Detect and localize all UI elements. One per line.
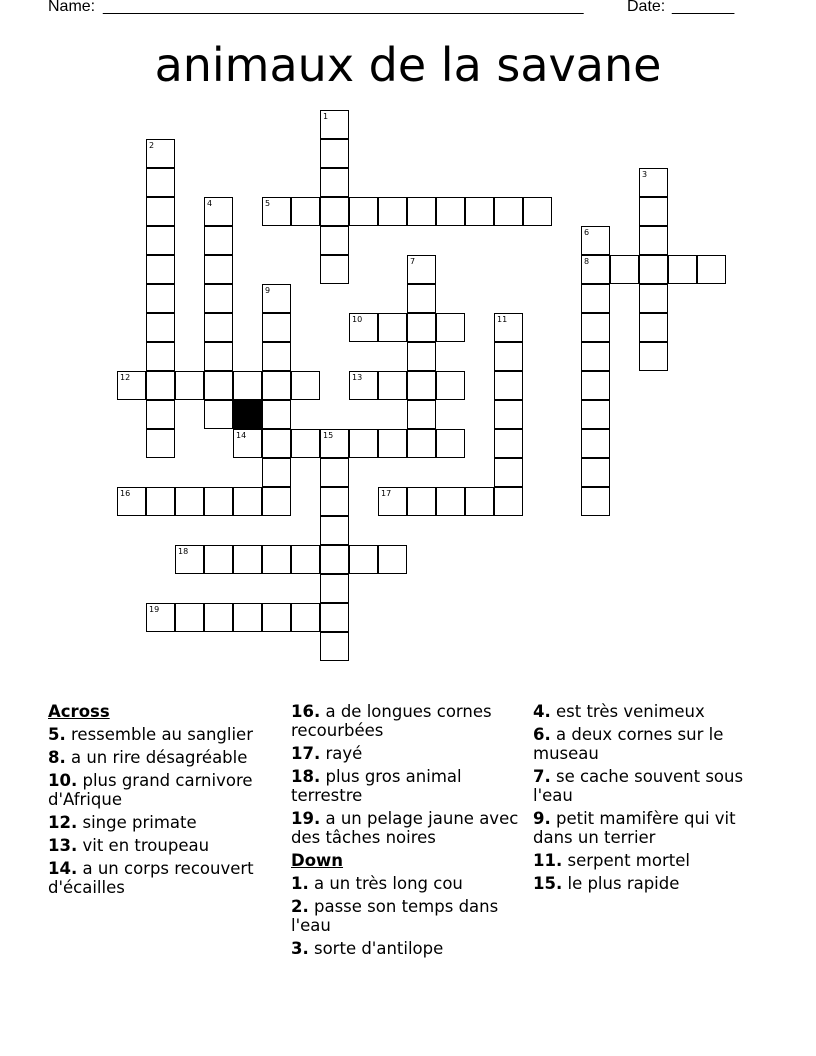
clue-item-text: est très venimeux (550, 702, 705, 721)
grid-cell[interactable] (204, 371, 233, 400)
clue-number: 15 (323, 431, 334, 440)
grid-cell[interactable] (146, 342, 175, 371)
clue-item-text: rayé (320, 744, 363, 763)
black-cell (233, 400, 262, 429)
grid-cell[interactable] (262, 458, 291, 487)
clue-item-number: 9. (533, 809, 551, 828)
grid-cell[interactable] (320, 168, 349, 197)
grid-cell[interactable] (639, 226, 668, 255)
clue-item-number: 1. (291, 874, 309, 893)
grid-cell[interactable] (262, 197, 291, 226)
grid-cell[interactable] (436, 371, 465, 400)
clue-column-3 (533, 702, 765, 897)
clue-item-number: 14. (48, 859, 78, 878)
grid-cell[interactable] (581, 487, 610, 516)
name-blank[interactable]: ______________________________________________________ (103, 0, 584, 15)
clue-item-number: 7. (533, 767, 551, 786)
clue-item (533, 702, 765, 721)
clue-number: 17 (381, 489, 392, 498)
grid-cell[interactable] (407, 487, 436, 516)
clue-number: 1 (323, 112, 329, 121)
grid-cell[interactable] (378, 313, 407, 342)
grid-cell[interactable] (204, 487, 233, 516)
grid-cell[interactable] (494, 429, 523, 458)
grid-cell[interactable] (146, 400, 175, 429)
grid-cell[interactable] (349, 545, 378, 574)
grid-cell[interactable] (320, 226, 349, 255)
grid-cell[interactable] (581, 342, 610, 371)
grid-cell[interactable] (639, 284, 668, 313)
clue-item-number: 2. (291, 897, 309, 916)
clue-item (48, 836, 280, 855)
grid-cell[interactable] (697, 255, 726, 284)
grid-cell[interactable] (320, 632, 349, 661)
clue-number: 12 (120, 373, 131, 382)
clue-item-number: 6. (533, 725, 551, 744)
clue-item-number: 18. (291, 767, 321, 786)
clue-number: 8 (584, 257, 590, 266)
grid-cell[interactable] (204, 255, 233, 284)
grid-cell[interactable] (320, 487, 349, 516)
grid-cell[interactable] (581, 371, 610, 400)
clue-number: 10 (352, 315, 363, 324)
clue-number: 5 (265, 199, 271, 208)
clue-number: 4 (207, 199, 213, 208)
grid-cell[interactable] (291, 603, 320, 632)
clue-item-text: a un très long cou (308, 874, 463, 893)
clue-item (291, 874, 523, 893)
name-label: Name: (48, 0, 100, 15)
clue-item-text: vit en troupeau (77, 836, 210, 855)
grid-cell[interactable] (233, 487, 262, 516)
clue-heading: Down (291, 851, 344, 870)
grid-cell[interactable] (204, 313, 233, 342)
grid-cell[interactable] (175, 371, 204, 400)
clue-item-text: singe primate (77, 813, 197, 832)
grid-cell[interactable] (204, 400, 233, 429)
grid-cell[interactable] (407, 255, 436, 284)
clue-number: 2 (149, 141, 155, 150)
clue-item (533, 874, 765, 893)
clue-item (533, 851, 765, 870)
grid-cell[interactable] (262, 342, 291, 371)
clue-item-text: a un corps recouvert d'écailles (48, 859, 254, 897)
grid-cell[interactable] (320, 139, 349, 168)
grid-cell[interactable] (494, 400, 523, 429)
grid-cell[interactable] (204, 197, 233, 226)
clue-number: 13 (352, 373, 363, 382)
clue-item-text: a de longues cornes recourbées (291, 702, 492, 740)
clue-item (291, 939, 523, 958)
grid-cell[interactable] (407, 313, 436, 342)
grid-cell[interactable] (465, 197, 494, 226)
grid-cell[interactable] (494, 487, 523, 516)
grid-cell[interactable] (465, 487, 494, 516)
grid-cell[interactable] (146, 226, 175, 255)
grid-cell[interactable] (291, 371, 320, 400)
grid-cell[interactable] (204, 284, 233, 313)
grid-cell[interactable] (146, 487, 175, 516)
clue-item (48, 859, 280, 897)
grid-cell[interactable] (262, 603, 291, 632)
clue-item-text: a un pelage jaune avec des tâches noires (291, 809, 519, 847)
grid-cell[interactable] (407, 197, 436, 226)
clue-item-number: 13. (48, 836, 78, 855)
grid-cell[interactable] (668, 255, 697, 284)
grid-cell[interactable] (639, 342, 668, 371)
grid-cell[interactable] (262, 313, 291, 342)
date-blank[interactable]: _______ (672, 0, 735, 15)
clue-item-text: serpent mortel (562, 851, 690, 870)
grid-cell[interactable] (378, 371, 407, 400)
clue-item (48, 748, 280, 767)
grid-cell[interactable] (320, 197, 349, 226)
grid-cell[interactable] (494, 342, 523, 371)
clue-number: 6 (584, 228, 590, 237)
grid-cell[interactable] (639, 313, 668, 342)
grid-cell[interactable] (378, 545, 407, 574)
clue-item (533, 767, 765, 805)
grid-cell[interactable] (146, 313, 175, 342)
clue-number: 3 (642, 170, 648, 179)
clue-item-number: 8. (48, 748, 66, 767)
grid-cell[interactable] (639, 168, 668, 197)
grid-cell[interactable] (320, 516, 349, 545)
clue-number: 11 (497, 315, 508, 324)
grid-cell[interactable] (233, 371, 262, 400)
grid-cell[interactable] (146, 197, 175, 226)
clue-item (48, 725, 280, 744)
clue-item (291, 767, 523, 805)
grid-cell[interactable] (146, 284, 175, 313)
grid-cell[interactable] (436, 313, 465, 342)
grid-cell[interactable] (320, 574, 349, 603)
grid-cell[interactable] (146, 371, 175, 400)
clue-item-text: ressemble au sanglier (65, 725, 253, 744)
clue-item-text: a deux cornes sur le museau (533, 725, 724, 763)
grid-cell[interactable] (407, 400, 436, 429)
grid-cell[interactable] (175, 487, 204, 516)
grid-cell[interactable] (262, 371, 291, 400)
grid-cell[interactable] (204, 226, 233, 255)
clue-item-text: se cache souvent sous l'eau (533, 767, 744, 805)
grid-cell[interactable] (175, 603, 204, 632)
grid-cell[interactable] (378, 429, 407, 458)
grid-cell[interactable] (291, 197, 320, 226)
grid-cell[interactable] (349, 313, 378, 342)
grid-cell[interactable] (262, 400, 291, 429)
clue-item (291, 744, 523, 763)
clue-item-text: plus grand carnivore d'Afrique (48, 771, 253, 809)
grid-cell[interactable] (581, 313, 610, 342)
clue-number: 14 (236, 431, 247, 440)
clue-number: 16 (120, 489, 131, 498)
grid-cell[interactable] (146, 168, 175, 197)
grid-cell[interactable] (407, 342, 436, 371)
grid-cell[interactable] (581, 429, 610, 458)
clue-item-text: petit mamifère qui vit dans un terrier (533, 809, 736, 847)
grid-cell[interactable] (407, 371, 436, 400)
grid-cell[interactable] (494, 197, 523, 226)
clue-item-number: 17. (291, 744, 321, 763)
clue-item-text: passe son temps dans l'eau (291, 897, 499, 935)
clue-item (48, 813, 280, 832)
grid-cell[interactable] (204, 545, 233, 574)
grid-cell[interactable] (610, 255, 639, 284)
grid-cell[interactable] (262, 284, 291, 313)
grid-cell[interactable] (581, 400, 610, 429)
clue-item-number: 12. (48, 813, 78, 832)
date-label: Date: (627, 0, 670, 15)
grid-cell[interactable] (494, 313, 523, 342)
grid-cell[interactable] (581, 458, 610, 487)
clue-item-text: sorte d'antilope (308, 939, 444, 958)
grid-cell[interactable] (349, 371, 378, 400)
grid-cell[interactable] (378, 197, 407, 226)
clue-item-number: 10. (48, 771, 78, 790)
clue-item-text: le plus rapide (562, 874, 680, 893)
grid-cell[interactable] (146, 139, 175, 168)
grid-cell[interactable] (204, 603, 233, 632)
grid-cell[interactable] (146, 429, 175, 458)
grid-cell[interactable] (233, 545, 262, 574)
clue-column-2 (291, 702, 523, 962)
clue-item (533, 725, 765, 763)
clue-item (291, 897, 523, 935)
grid-cell[interactable] (349, 429, 378, 458)
grid-cell[interactable] (262, 545, 291, 574)
grid-cell[interactable] (117, 371, 146, 400)
grid-cell[interactable] (320, 545, 349, 574)
clue-item-number: 15. (533, 874, 563, 893)
grid-cell[interactable] (320, 458, 349, 487)
grid-cell[interactable] (117, 487, 146, 516)
grid-cell[interactable] (146, 255, 175, 284)
clue-item-number: 5. (48, 725, 66, 744)
clue-item-number: 11. (533, 851, 563, 870)
grid-cell[interactable] (436, 487, 465, 516)
grid-cell[interactable] (233, 603, 262, 632)
clue-item-number: 3. (291, 939, 309, 958)
clue-number: 19 (149, 605, 160, 614)
grid-cell[interactable] (349, 197, 378, 226)
grid-cell[interactable] (291, 545, 320, 574)
clue-item-number: 19. (291, 809, 321, 828)
grid-cell[interactable] (407, 429, 436, 458)
clue-item (48, 771, 280, 809)
clue-column-1 (48, 702, 280, 901)
grid-cell[interactable] (378, 487, 407, 516)
grid-cell[interactable] (407, 284, 436, 313)
grid-cell[interactable] (436, 429, 465, 458)
clue-item (291, 702, 523, 740)
page-title: animaux de la savane (154, 38, 662, 92)
clue-number: 18 (178, 547, 189, 556)
grid-cell[interactable] (320, 255, 349, 284)
grid-cell[interactable] (320, 429, 349, 458)
grid-cell[interactable] (581, 284, 610, 313)
grid-cell[interactable] (291, 429, 320, 458)
grid-cell[interactable] (233, 429, 262, 458)
clue-heading: Across (48, 702, 110, 721)
clue-item-text: plus gros animal terrestre (291, 767, 462, 805)
grid-cell[interactable] (639, 197, 668, 226)
grid-cell[interactable] (204, 342, 233, 371)
grid-cell[interactable] (581, 255, 610, 284)
grid-cell[interactable] (320, 603, 349, 632)
grid-cell[interactable] (581, 226, 610, 255)
grid-cell[interactable] (320, 110, 349, 139)
grid-cell[interactable] (639, 255, 668, 284)
grid-cell[interactable] (175, 545, 204, 574)
clue-number: 9 (265, 286, 271, 295)
grid-cell[interactable] (146, 603, 175, 632)
clue-number: 7 (410, 257, 416, 266)
grid-cell[interactable] (494, 458, 523, 487)
grid-cell[interactable] (494, 371, 523, 400)
clue-item (533, 809, 765, 847)
grid-cell[interactable] (262, 487, 291, 516)
clue-item-number: 4. (533, 702, 551, 721)
grid-cell[interactable] (523, 197, 552, 226)
clue-item-number: 16. (291, 702, 321, 721)
grid-cell[interactable] (262, 429, 291, 458)
clue-item (291, 809, 523, 847)
grid-cell[interactable] (436, 197, 465, 226)
clue-item-text: a un rire désagréable (65, 748, 248, 767)
